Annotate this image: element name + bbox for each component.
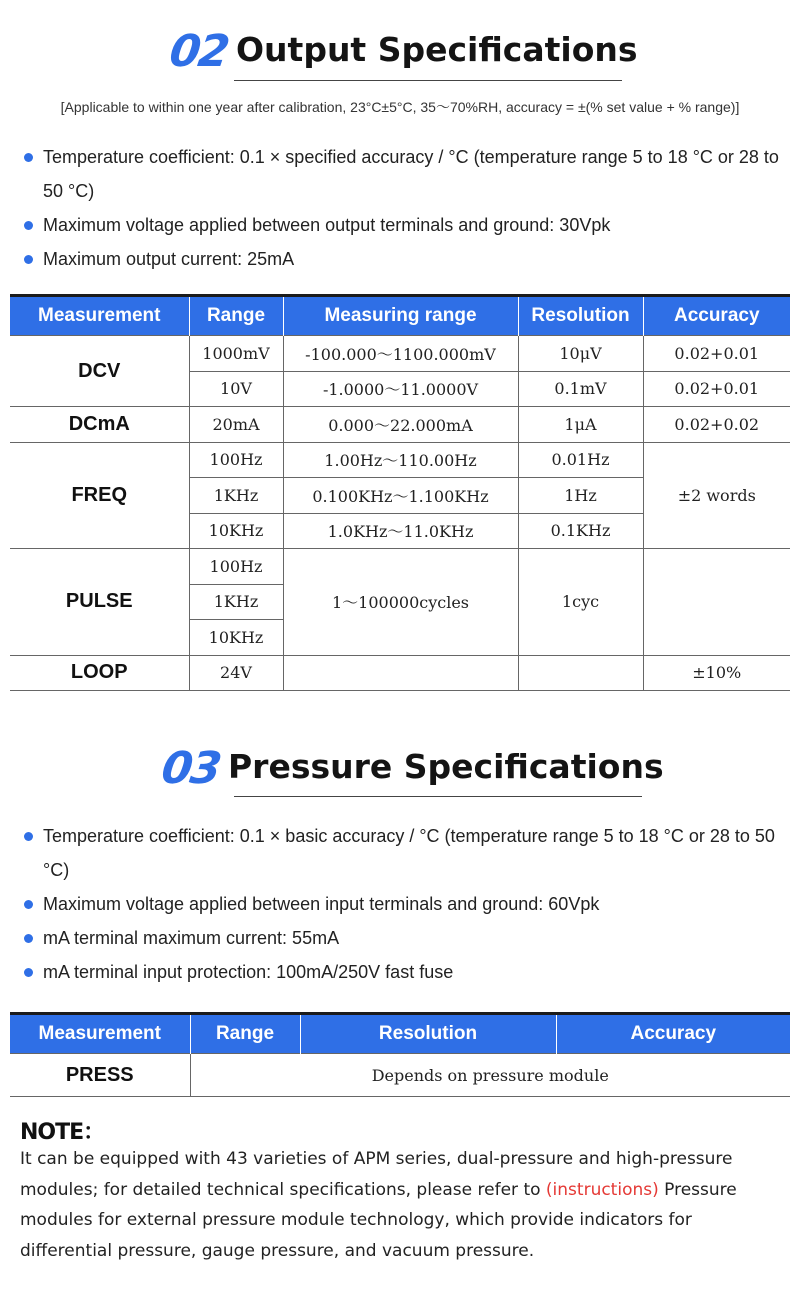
table-cell: 1Hz: [518, 478, 643, 514]
table-cell: 100Hz: [189, 442, 283, 478]
list-item: mA terminal maximum current: 55mA: [24, 921, 784, 955]
table-cell: 0.02+0.02: [643, 407, 790, 443]
table-row: [10, 549, 790, 585]
table-cell: 0.1mV: [518, 371, 643, 407]
bullet-dot-icon: [24, 900, 33, 909]
bullet-dot-icon: [24, 968, 33, 977]
table-cell: 24V: [189, 655, 283, 691]
title-underline: [234, 80, 622, 81]
bullet-dot-icon: [24, 153, 33, 162]
header-resolution: Resolution: [518, 296, 643, 336]
table-row: [10, 442, 790, 478]
output-spec-heading: [0, 24, 800, 84]
header-measuring-range: Measuring range: [283, 296, 518, 336]
header-range: Range: [189, 296, 283, 336]
header-measurement: Measurement: [10, 296, 189, 336]
cell-pulse-measuring: 1〜100000cycles: [283, 549, 518, 656]
table-cell: 1000mV: [189, 336, 283, 372]
calibration-note: [Applicable to within one year after calibration, 23°C±5°C, 35〜70%RH, accuracy = ±(% set value + % range)]: [60, 99, 740, 115]
section-number: 02: [166, 26, 231, 77]
list-item: Maximum voltage applied between input terminals and ground: 60Vpk: [24, 887, 784, 921]
section-title: Pressure Specifications: [228, 747, 664, 786]
list-item: Maximum output current: 25mA: [24, 242, 784, 276]
cell-freq: FREQ: [10, 442, 189, 549]
header-range: Range: [190, 1014, 300, 1054]
table-cell: 1.0KHz〜11.0KHz: [283, 513, 518, 549]
cell-pulse-accuracy: [643, 549, 790, 656]
title-underline: [234, 796, 642, 797]
table-cell: 100Hz: [189, 549, 283, 585]
table-cell: 1KHz: [189, 478, 283, 514]
table-header-row: [10, 296, 790, 336]
table-cell: 20mA: [189, 407, 283, 443]
table-cell: [283, 655, 518, 691]
cell-press-value: Depends on pressure module: [190, 1054, 790, 1097]
table-cell: 0.02+0.01: [643, 371, 790, 407]
table-cell: [518, 655, 643, 691]
header-measurement: Measurement: [10, 1014, 190, 1054]
table-cell: 1μA: [518, 407, 643, 443]
table-cell: 10KHz: [189, 513, 283, 549]
table-cell: -1.0000〜11.0000V: [283, 371, 518, 407]
cell-press: PRESS: [10, 1054, 190, 1097]
table-cell: 10μV: [518, 336, 643, 372]
pressure-bullet-list: [24, 819, 784, 989]
table-row: [10, 407, 790, 443]
table-header-row: [10, 1014, 790, 1054]
bullet-dot-icon: [24, 255, 33, 264]
table-cell: 1KHz: [189, 584, 283, 620]
note-body: It can be equipped with 43 varieties of APM series, dual-pressure and high-pressure modules; for detailed technical specifications, please refer to (instructions) Pressure modules for external pressure module technology, which provide indicators for differential pressure, gauge pressure, and vacuum pressure.: [20, 1149, 737, 1261]
bullet-dot-icon: [24, 934, 33, 943]
instructions-link[interactable]: (instructions): [545, 1179, 659, 1200]
section-number: 03: [158, 743, 223, 794]
table-cell: 0.1KHz: [518, 513, 643, 549]
output-bullet-list: [24, 140, 784, 276]
list-item: Temperature coefficient: 0.1 × specified accuracy / °C (temperature range 5 to 18 °C or 28 to 50 °C): [24, 140, 784, 208]
list-item: Temperature coefficient: 0.1 × basic accuracy / °C (temperature range 5 to 18 °C or 28 to 50 °C): [24, 819, 784, 887]
table-cell: 0.100KHz〜1.100KHz: [283, 478, 518, 514]
table-cell: ±10%: [643, 655, 790, 691]
cell-pulse-resolution: 1cyc: [518, 549, 643, 656]
output-spec-table: [10, 294, 790, 691]
bullet-dot-icon: [24, 832, 33, 841]
table-cell: 0.000〜22.000mA: [283, 407, 518, 443]
table-row: [10, 1054, 790, 1097]
table-cell: -100.000〜1100.000mV: [283, 336, 518, 372]
bullet-dot-icon: [24, 221, 33, 230]
cell-dcma: DCmA: [10, 407, 189, 443]
list-item: mA terminal input protection: 100mA/250V fast fuse: [24, 955, 784, 989]
section-title: Output Specifications: [236, 30, 638, 69]
table-cell: 0.02+0.01: [643, 336, 790, 372]
cell-pulse: PULSE: [10, 549, 189, 656]
cell-dcv: DCV: [10, 336, 189, 407]
header-resolution: Resolution: [300, 1014, 556, 1054]
table-row: [10, 655, 790, 691]
pressure-spec-heading: [0, 741, 800, 801]
cell-loop: LOOP: [10, 655, 189, 691]
table-cell: 10V: [189, 371, 283, 407]
note-title: NOTE：: [20, 1120, 105, 1145]
header-accuracy: Accuracy: [556, 1014, 790, 1054]
table-cell: 10KHz: [189, 620, 283, 656]
table-cell: 0.01Hz: [518, 442, 643, 478]
table-cell: 1.00Hz〜110.00Hz: [283, 442, 518, 478]
table-row: [10, 336, 790, 372]
header-accuracy: Accuracy: [643, 296, 790, 336]
cell-freq-accuracy: ±2 words: [643, 442, 790, 549]
list-item: Maximum voltage applied between output terminals and ground: 30Vpk: [24, 208, 784, 242]
pressure-spec-table: [10, 1012, 790, 1097]
